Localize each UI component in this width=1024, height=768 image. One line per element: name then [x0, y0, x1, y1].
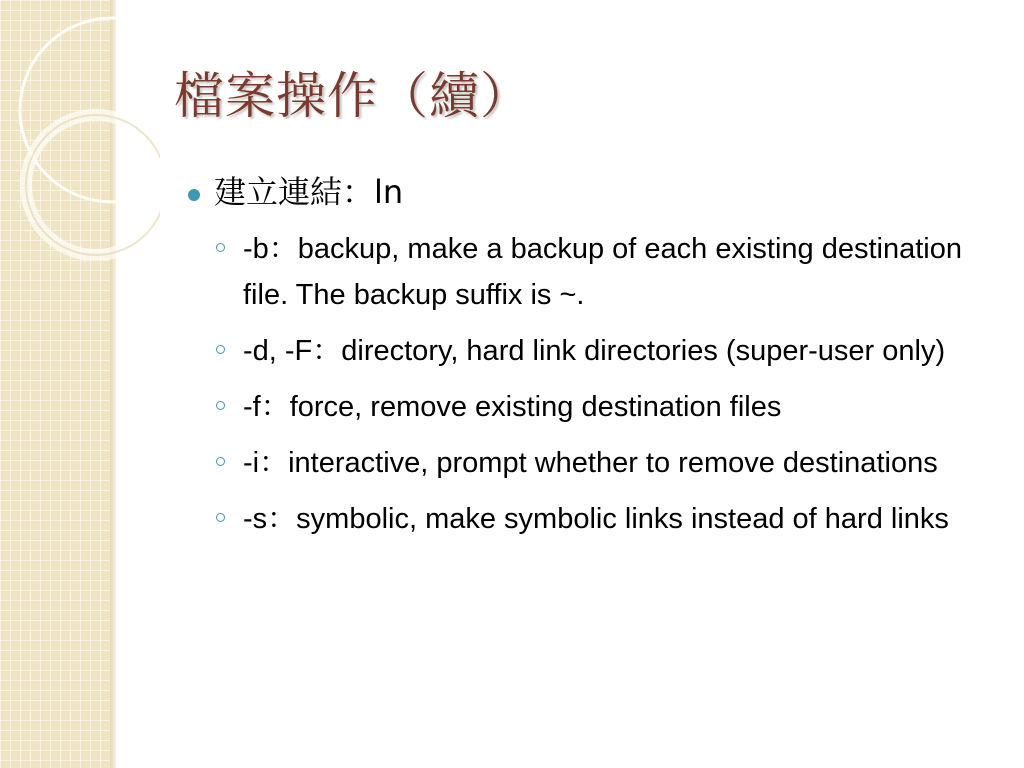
option-item-b — [184, 226, 984, 318]
option-item-i — [184, 440, 984, 486]
sub-bullet-icon — [216, 243, 225, 252]
bullet-item — [184, 172, 984, 214]
sub-bullet-icon — [216, 401, 225, 410]
option-item-s — [184, 496, 984, 542]
option-text: -s：symbolic, make symbolic links instead of hard links — [243, 502, 949, 535]
bullet-text: 建立連結：ln — [214, 173, 404, 211]
slide-content — [184, 172, 984, 552]
option-item-d — [184, 328, 984, 374]
option-text: -b：backup, make a backup of each existing destination file. The backup suffix is ~. — [243, 232, 962, 311]
option-list — [184, 226, 984, 542]
option-text: -f：force, remove existing destination files — [243, 390, 782, 423]
sub-bullet-icon — [216, 513, 225, 522]
decorative-circles — [0, 0, 160, 260]
slide-title: 檔案操作（續） — [174, 67, 531, 125]
option-text: -i：interactive, prompt whether to remove destinations — [243, 446, 938, 479]
sub-bullet-icon — [216, 457, 225, 466]
option-text: -d, -F：directory, hard link directories (super-user only) — [243, 334, 946, 367]
option-item-f — [184, 384, 984, 430]
sub-bullet-icon — [216, 345, 225, 354]
bullet-dot-icon — [188, 189, 200, 201]
